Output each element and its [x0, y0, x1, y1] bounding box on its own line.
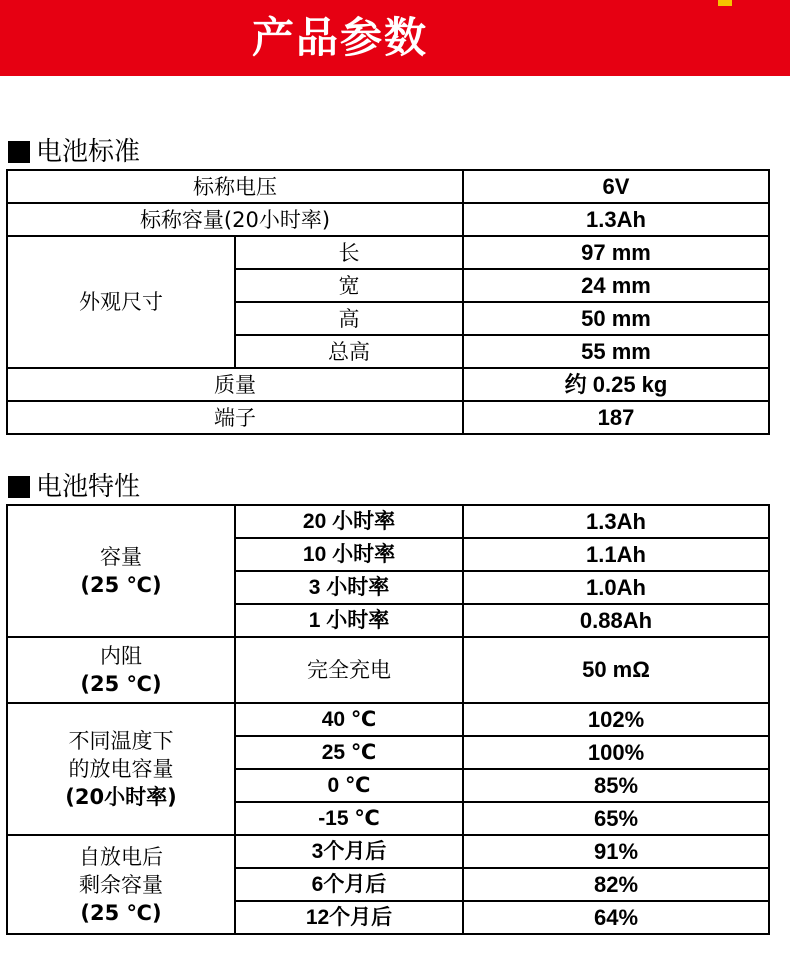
square-bullet-icon [8, 476, 30, 498]
table-row [7, 203, 769, 236]
label-line: 容量 [100, 545, 142, 569]
rate-value: 1.1Ah [463, 538, 769, 571]
dimension-length-value: 97 mm [463, 236, 769, 269]
label-line: (25 ℃) [80, 573, 162, 597]
characteristics-table [6, 504, 770, 935]
dimension-total-height-label: 总高 [235, 335, 463, 368]
capacity-value: 1.3Ah [463, 203, 769, 236]
dimension-total-height-value: 55 mm [463, 335, 769, 368]
label-line: 自放电后 [79, 844, 163, 869]
temperature-label: 40 ℃ [235, 703, 463, 736]
standard-table [6, 169, 770, 435]
table-row [7, 835, 769, 868]
label-line: 不同温度下 [68, 729, 174, 753]
weight-label: 质量 [7, 368, 463, 401]
rate-label: 1 小时率 [235, 604, 463, 637]
self-discharge-label [7, 835, 235, 934]
capacity-group-label [7, 505, 235, 637]
period-label: 6个月后 [235, 868, 463, 901]
rate-value: 1.0Ah [463, 571, 769, 604]
temp-discharge-label [7, 703, 235, 835]
label-line: 的放电容量 [68, 757, 174, 781]
temperature-label: -15 ℃ [235, 802, 463, 835]
table-row [7, 401, 769, 434]
label-line: 剩余容量 [79, 872, 163, 897]
rate-label: 3 小时率 [235, 571, 463, 604]
dimensions-label: 外观尺寸 [7, 236, 235, 368]
period-value: 91% [463, 835, 769, 868]
terminal-label: 端子 [7, 401, 463, 434]
table-row [7, 703, 769, 736]
table-row [7, 505, 769, 538]
dimension-height-label: 高 [235, 302, 463, 335]
section-title-standard [8, 137, 140, 167]
voltage-label: 标称电压 [7, 170, 463, 203]
label-line: (25 ℃) [80, 672, 162, 696]
terminal-value: 187 [463, 401, 769, 434]
label-line: (25 ℃) [80, 900, 162, 925]
voltage-value: 6V [463, 170, 769, 203]
period-label: 12个月后 [235, 901, 463, 934]
banner-accent [718, 0, 732, 6]
table-row [7, 236, 769, 269]
page-title: 产品参数 [251, 13, 428, 62]
period-value: 82% [463, 868, 769, 901]
label-line: 内阻 [100, 644, 142, 668]
weight-value: 约 0.25 kg [463, 368, 769, 401]
table-row [7, 368, 769, 401]
resistance-value: 50 mΩ [463, 637, 769, 703]
temperature-value: 100% [463, 736, 769, 769]
rate-label: 10 小时率 [235, 538, 463, 571]
temperature-value: 85% [463, 769, 769, 802]
resistance-label [7, 637, 235, 703]
dimension-height-value: 50 mm [463, 302, 769, 335]
header-banner [0, 0, 790, 76]
rate-label: 20 小时率 [235, 505, 463, 538]
temperature-value: 102% [463, 703, 769, 736]
temperature-value: 65% [463, 802, 769, 835]
label-line: (20小时率) [65, 785, 177, 809]
period-label: 3个月后 [235, 835, 463, 868]
temperature-label: 0 ℃ [235, 769, 463, 802]
temperature-label: 25 ℃ [235, 736, 463, 769]
section-title-text: 电池标准 [36, 137, 141, 167]
table-row [7, 170, 769, 203]
period-value: 64% [463, 901, 769, 934]
rate-value: 1.3Ah [463, 505, 769, 538]
rate-value: 0.88Ah [463, 604, 769, 637]
dimension-width-value: 24 mm [463, 269, 769, 302]
section-title-characteristics [8, 472, 140, 502]
resistance-condition: 完全充电 [235, 637, 463, 703]
dimension-length-label: 长 [235, 236, 463, 269]
section-title-text: 电池特性 [36, 472, 141, 502]
table-row [7, 637, 769, 703]
square-bullet-icon [8, 141, 30, 163]
dimension-width-label: 宽 [235, 269, 463, 302]
capacity-label: 标称容量(20小时率) [7, 203, 463, 236]
